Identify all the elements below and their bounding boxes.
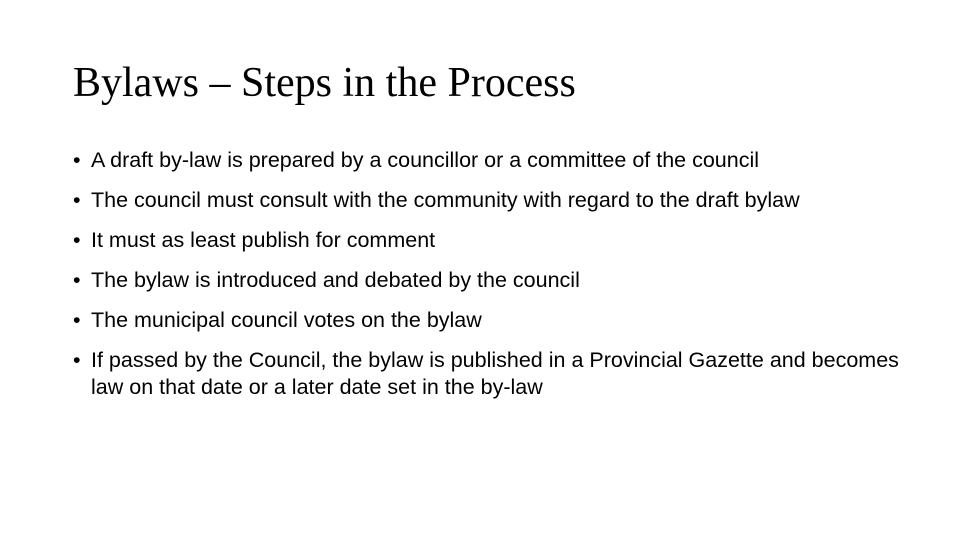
bullet-text: The council must consult with the community with regard to the draft bylaw bbox=[91, 188, 800, 212]
list-item bbox=[73, 147, 903, 174]
slide-title: Bylaws – Steps in the Process bbox=[73, 60, 576, 106]
list-item bbox=[73, 347, 903, 401]
bullet-icon: • bbox=[73, 268, 81, 292]
bullet-text: A draft by-law is prepared by a councillor or a committee of the council bbox=[91, 148, 760, 172]
bullet-text: The municipal council votes on the bylaw bbox=[91, 308, 482, 332]
bullet-list bbox=[73, 147, 903, 414]
list-item bbox=[73, 307, 903, 334]
list-item bbox=[73, 227, 903, 254]
bullet-icon: • bbox=[73, 148, 81, 172]
list-item bbox=[73, 267, 903, 294]
bullet-icon: • bbox=[73, 188, 81, 212]
bullet-text: The bylaw is introduced and debated by the council bbox=[91, 268, 580, 292]
bullet-text: If passed by the Council, the bylaw is published in a Provincial Gazette and becomes law on that date or a later date set in the by-law bbox=[91, 348, 899, 399]
bullet-icon: • bbox=[73, 228, 81, 252]
bullet-text: It must as least publish for comment bbox=[91, 228, 436, 252]
list-item bbox=[73, 187, 903, 214]
bullet-icon: • bbox=[73, 308, 81, 332]
bullet-icon: • bbox=[73, 348, 81, 372]
